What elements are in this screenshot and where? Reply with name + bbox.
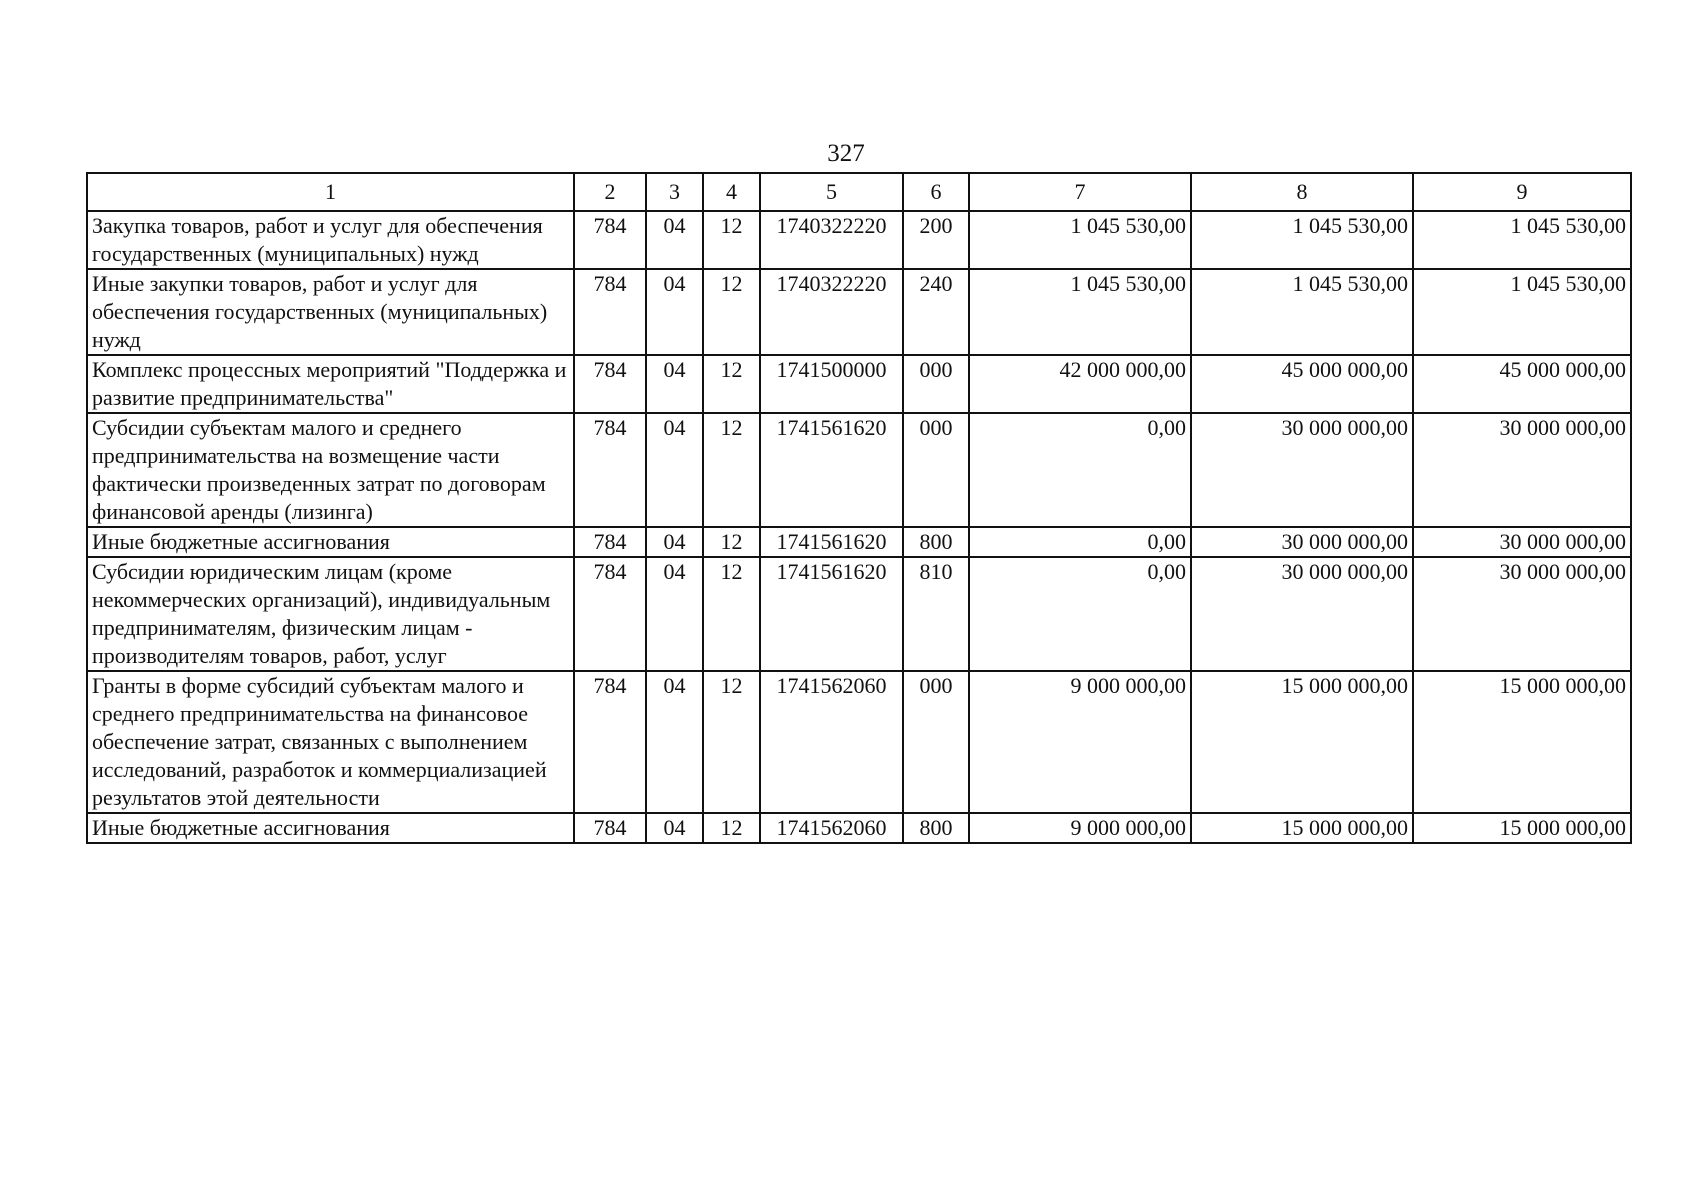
cell-amount: 0,00 bbox=[969, 527, 1191, 557]
cell-code: 000 bbox=[903, 413, 969, 527]
table-row bbox=[87, 527, 1631, 557]
cell-code: 04 bbox=[646, 211, 703, 269]
cell-code: 12 bbox=[703, 557, 760, 671]
cell-code: 1741562060 bbox=[760, 813, 903, 843]
row-name: Субсидии субъектам малого и среднего предпринимательства на возмещение части фактически произведенных затрат по договорам финансовой аренды (лизинга) bbox=[87, 413, 574, 527]
table-row bbox=[87, 269, 1631, 355]
cell-amount: 30 000 000,00 bbox=[1191, 527, 1413, 557]
header-cell: 2 bbox=[574, 173, 646, 211]
header-cell: 4 bbox=[703, 173, 760, 211]
cell-amount: 1 045 530,00 bbox=[1413, 269, 1631, 355]
cell-code: 784 bbox=[574, 671, 646, 813]
table-row bbox=[87, 211, 1631, 269]
cell-amount: 15 000 000,00 bbox=[1413, 813, 1631, 843]
header-cell: 1 bbox=[87, 173, 574, 211]
cell-code: 1740322220 bbox=[760, 269, 903, 355]
header-row bbox=[87, 173, 1631, 211]
page-number: 327 bbox=[827, 140, 865, 167]
row-name: Закупка товаров, работ и услуг для обеспечения государственных (муниципальных) нужд bbox=[87, 211, 574, 269]
header-cell: 8 bbox=[1191, 173, 1413, 211]
cell-amount: 15 000 000,00 bbox=[1413, 671, 1631, 813]
cell-amount: 30 000 000,00 bbox=[1413, 413, 1631, 527]
header-cell: 9 bbox=[1413, 173, 1631, 211]
row-name: Иные закупки товаров, работ и услуг для обеспечения государственных (муниципальных) нужд bbox=[87, 269, 574, 355]
cell-code: 04 bbox=[646, 813, 703, 843]
cell-code: 12 bbox=[703, 269, 760, 355]
table-row bbox=[87, 413, 1631, 527]
cell-amount: 1 045 530,00 bbox=[969, 211, 1191, 269]
table-row bbox=[87, 557, 1631, 671]
header-cell: 6 bbox=[903, 173, 969, 211]
header-cell: 3 bbox=[646, 173, 703, 211]
cell-code: 04 bbox=[646, 671, 703, 813]
cell-amount: 1 045 530,00 bbox=[969, 269, 1191, 355]
table-row bbox=[87, 355, 1631, 413]
cell-code: 04 bbox=[646, 269, 703, 355]
cell-code: 784 bbox=[574, 527, 646, 557]
cell-code: 1741500000 bbox=[760, 355, 903, 413]
cell-amount: 45 000 000,00 bbox=[1413, 355, 1631, 413]
cell-code: 12 bbox=[703, 211, 760, 269]
cell-amount: 30 000 000,00 bbox=[1191, 557, 1413, 671]
cell-amount: 15 000 000,00 bbox=[1191, 671, 1413, 813]
table-row bbox=[87, 671, 1631, 813]
cell-code: 810 bbox=[903, 557, 969, 671]
cell-amount: 30 000 000,00 bbox=[1191, 413, 1413, 527]
cell-code: 800 bbox=[903, 813, 969, 843]
cell-code: 04 bbox=[646, 413, 703, 527]
cell-code: 12 bbox=[703, 355, 760, 413]
header-cell: 5 bbox=[760, 173, 903, 211]
cell-code: 000 bbox=[903, 671, 969, 813]
cell-amount: 1 045 530,00 bbox=[1191, 211, 1413, 269]
cell-code: 784 bbox=[574, 211, 646, 269]
cell-code: 1741561620 bbox=[760, 413, 903, 527]
row-name: Иные бюджетные ассигнования bbox=[87, 813, 574, 843]
cell-amount: 1 045 530,00 bbox=[1191, 269, 1413, 355]
cell-code: 1741561620 bbox=[760, 557, 903, 671]
cell-code: 04 bbox=[646, 557, 703, 671]
cell-amount: 0,00 bbox=[969, 557, 1191, 671]
row-name: Гранты в форме субсидий субъектам малого и среднего предпринимательства на финансовое обеспечение затрат, связанных с выполнением исследований, разработок и коммерциализацией результатов этой деятельности bbox=[87, 671, 574, 813]
row-name: Комплекс процессных мероприятий "Поддержка и развитие предпринимательства" bbox=[87, 355, 574, 413]
cell-code: 1741561620 bbox=[760, 527, 903, 557]
cell-code: 784 bbox=[574, 557, 646, 671]
budget-table bbox=[86, 172, 1632, 844]
cell-code: 800 bbox=[903, 527, 969, 557]
cell-amount: 9 000 000,00 bbox=[969, 671, 1191, 813]
cell-amount: 30 000 000,00 bbox=[1413, 527, 1631, 557]
cell-code: 1741562060 bbox=[760, 671, 903, 813]
cell-code: 12 bbox=[703, 813, 760, 843]
cell-code: 240 bbox=[903, 269, 969, 355]
cell-code: 12 bbox=[703, 413, 760, 527]
cell-code: 784 bbox=[574, 269, 646, 355]
header-cell: 7 bbox=[969, 173, 1191, 211]
cell-code: 200 bbox=[903, 211, 969, 269]
cell-amount: 9 000 000,00 bbox=[969, 813, 1191, 843]
cell-code: 12 bbox=[703, 527, 760, 557]
cell-code: 784 bbox=[574, 355, 646, 413]
table-row bbox=[87, 813, 1631, 843]
cell-code: 000 bbox=[903, 355, 969, 413]
row-name: Субсидии юридическим лицам (кроме некоммерческих организаций), индивидуальным предпринимателям, физическим лицам - производителям товаров, работ, услуг bbox=[87, 557, 574, 671]
cell-amount: 45 000 000,00 bbox=[1191, 355, 1413, 413]
cell-code: 12 bbox=[703, 671, 760, 813]
cell-code: 1740322220 bbox=[760, 211, 903, 269]
cell-amount: 1 045 530,00 bbox=[1413, 211, 1631, 269]
cell-code: 04 bbox=[646, 527, 703, 557]
cell-amount: 15 000 000,00 bbox=[1191, 813, 1413, 843]
cell-code: 784 bbox=[574, 413, 646, 527]
cell-amount: 30 000 000,00 bbox=[1413, 557, 1631, 671]
cell-code: 04 bbox=[646, 355, 703, 413]
row-name: Иные бюджетные ассигнования bbox=[87, 527, 574, 557]
cell-code: 784 bbox=[574, 813, 646, 843]
cell-amount: 0,00 bbox=[969, 413, 1191, 527]
cell-amount: 42 000 000,00 bbox=[969, 355, 1191, 413]
